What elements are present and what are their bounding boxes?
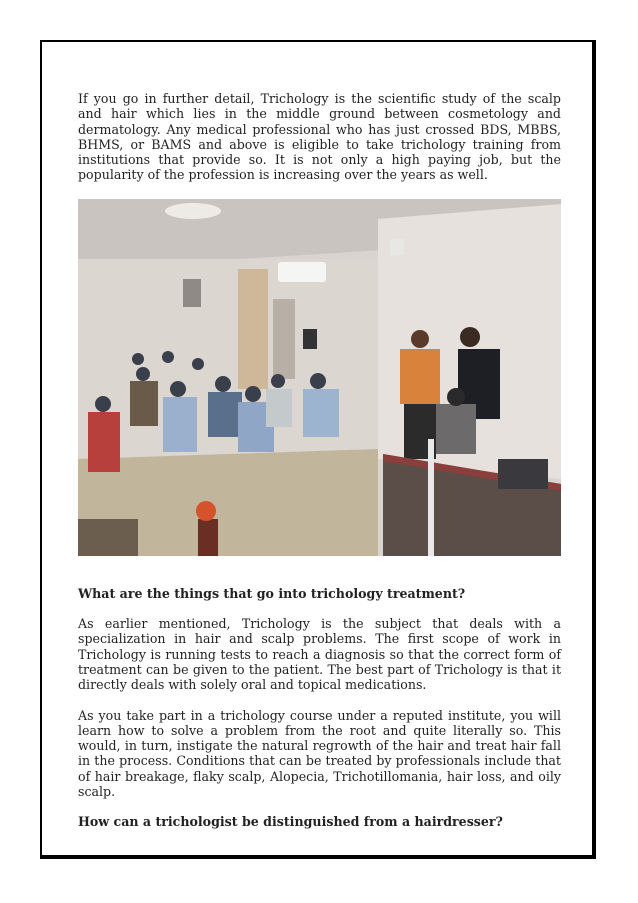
classroom-photo [78, 199, 561, 556]
intro-paragraph: If you go in further detail, Trichology is the scientific study of the scalp and hair which lies in the middle ground between cosmetology and dermatology. Any medical professional who has just crossed BDS, MBBS, BHMS, or BAMS and above is eligible to take trichology training from institutions that provide so. It is not only a high paying job, but the popularity of the profession is increasing over the years as well. [78, 91, 561, 183]
treatment-paragraph-1: As earlier mentioned, Trichology is the subject that deals with a specialization in hair and scalp problems. The first scope of work in Trichology is running tests to reach a diagnosis so that the correct form of treatment can be given to the patient. The best part of Trichology is that it directly deals with solely oral and topical medications. [78, 616, 561, 693]
treatment-paragraph-2: As you take part in a trichology course under a reputed institute, you will learn how to solve a problem from the root and quite literally so. This would, in turn, instigate the natural regrowth of the hair and treat hair fall in the process. Conditions that can be treated by professionals include that of hair breakage, flaky scalp, Alopecia, Trichotillomania, hair loss, and oily scalp. [78, 707, 561, 800]
heading-treatment: What are the things that go into trichology treatment? [78, 585, 466, 601]
document-body [78, 91, 561, 830]
heading-distinguish: How can a trichologist be distinguished from a hairdresser? [78, 814, 503, 830]
